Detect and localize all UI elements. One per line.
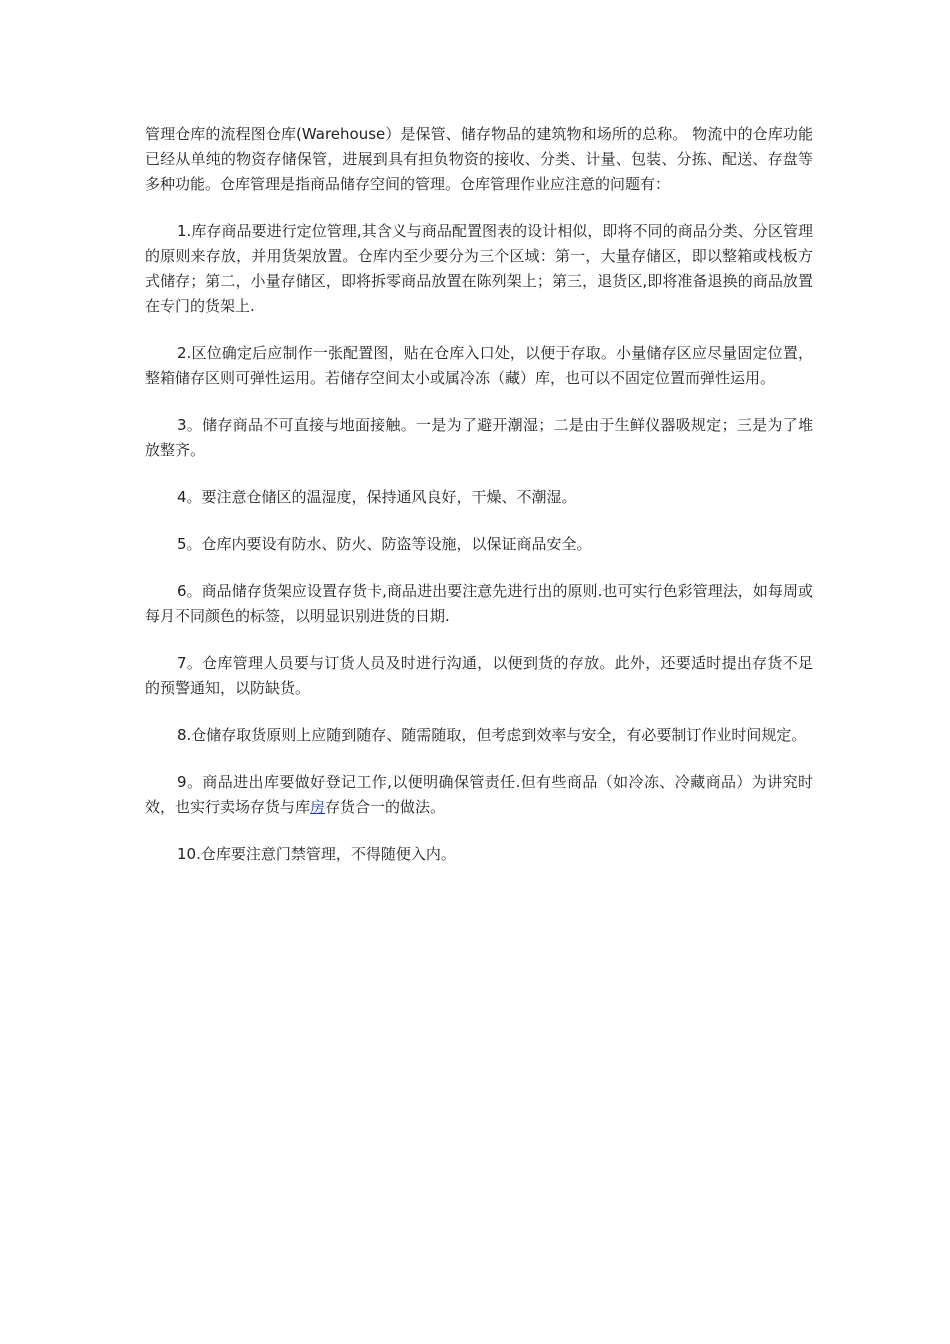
- list-item-9-text-before: 9。商品进出库要做好登记工作,以便明确保管责任.但有些商品（如冷冻、冷藏商品）为讲究时效，也实行卖场存货与库: [145, 773, 813, 816]
- list-item-2: 2.区位确定后应制作一张配置图，贴在仓库入口处，以便于存取。小量储存区应尽量固定位置，整箱储存区则可弹性运用。若储存空间太小或属冷冻（藏）库，也可以不固定位置而弹性运用。: [145, 344, 813, 387]
- list-item-1: 1.库存商品要进行定位管理,其含义与商品配置图表的设计相似，即将不同的商品分类、分区管理的原则来存放，并用货架放置。仓库内至少要分为三个区域：第一，大量存储区，即以整箱或栈板方式储存；第二，小量存储区，即将拆零商品放置在陈列架上；第三，退货区,即将准备退换的商品放置在专门的货架上.: [145, 222, 813, 315]
- list-item-5: 5。仓库内要设有防水、防火、防盗等设施，以保证商品安全。: [177, 535, 592, 553]
- list-item-9-text-after: 存货合一的做法。: [325, 798, 446, 816]
- inline-link[interactable]: 房: [310, 798, 326, 816]
- document-body: [145, 122, 813, 889]
- list-item-4: 4。要注意仓储区的温湿度，保持通风良好，干燥、不潮湿。: [177, 488, 577, 506]
- list-item-8: 8.仓储存取货原则上应随到随存、随需随取，但考虑到效率与安全，有必要制订作业时间规定。: [177, 726, 807, 744]
- list-item-3: 3。储存商品不可直接与地面接触。一是为了避开潮湿；二是由于生鲜仪器吸规定；三是为了堆放整齐。: [145, 416, 813, 459]
- intro-paragraph: 管理仓库的流程图仓库(Warehouse）是保管、储存物品的建筑物和场所的总称。 物流中的仓库功能已经从单纯的物资存储保管，进展到具有担负物资的接收、分类、计量、包装、分拣、配送、存盘等多种功能。仓库管理是指商品储存空间的管理。仓库管理作业应注意的问题有：: [145, 125, 813, 193]
- list-item-10: 10.仓库要注意门禁管理，不得随便入内。: [177, 845, 456, 863]
- list-item-9: [145, 770, 813, 820]
- list-item-6: 6。商品储存货架应设置存货卡,商品进出要注意先进行出的原则.也可实行色彩管理法，如每周或每月不同颜色的标签，以明显识别进货的日期.: [145, 582, 813, 625]
- list-item-7: 7。仓库管理人员要与订货人员及时进行沟通，以便到货的存放。此外，还要适时提出存货不足的预警通知，以防缺货。: [145, 654, 813, 697]
